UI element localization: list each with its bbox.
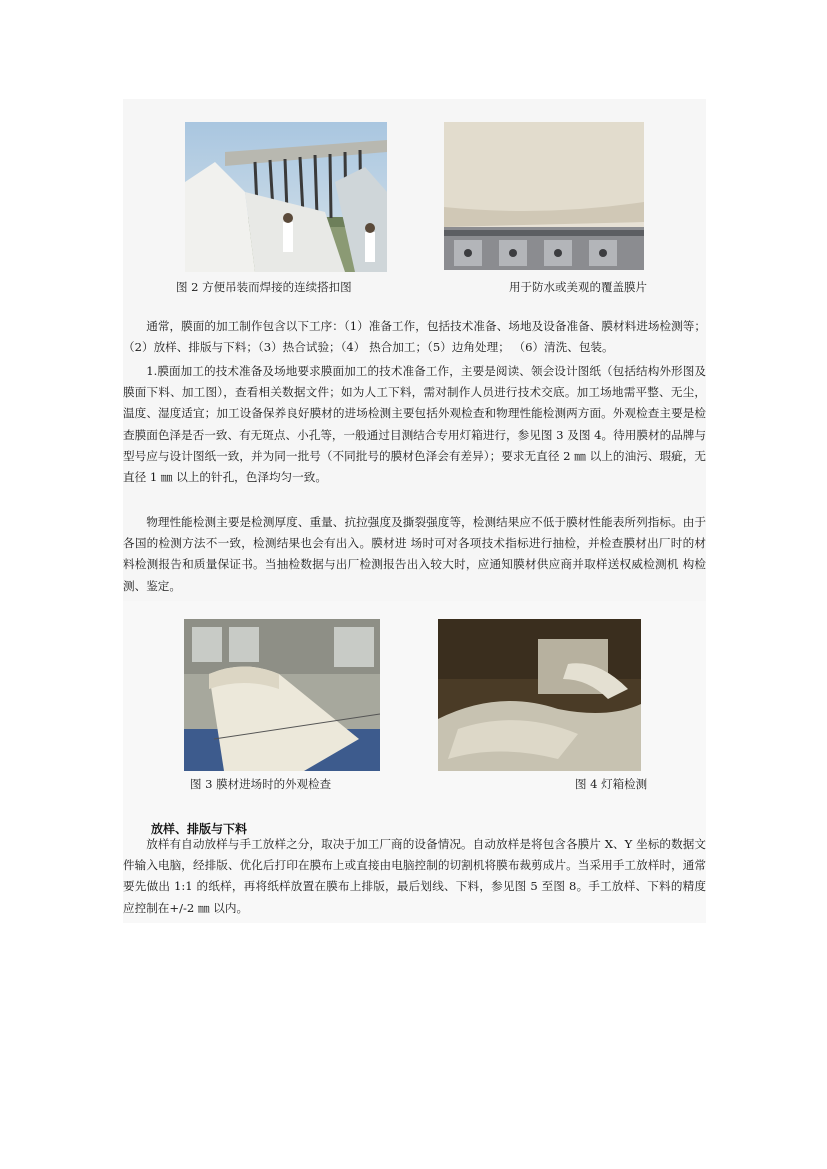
content-block-lower xyxy=(123,601,706,923)
figure-4-photo xyxy=(438,619,641,771)
paragraph-physical-testing: 物理性能检测主要是检测厚度、重量、抗拉强度及撕裂强度等，检测结果应不低于膜材性能表所列指标。由于各国的检测方法不一致，检测结果也会有出入。膜材进 场时可对各项技术指标进行抽检，并检查膜材出厂时的材料检测报告和质量保证书。当抽检数据与出厂检测报告出入较大时，应通知膜材供应商并取样送权威检测机 构检测、鉴定。 xyxy=(123,515,706,593)
content-block-upper xyxy=(123,99,706,601)
paragraph-layout-cutting: 放样有自动放样与手工放样之分，取决于加工厂商的设备情况。自动放样是将包含各膜片 X、Y 坐标的数据文件输入电脑，经排版、优化后打印在膜布上或直接由电脑控制的切割机将膜布裁剪成片。当采用手工放样时，通常要先做出 1:1 的纸样，再将纸样放置在膜布上排版，最后划线、下料，参见图 5 至图 8。手工放样、下料的精度应控制在+/-2 ㎜ 以内。 xyxy=(123,837,706,915)
figure-2-photo xyxy=(185,122,387,272)
figure-2-caption: 图 2 方便吊装而焊接的连续搭扣图 xyxy=(176,280,352,294)
covering-membrane-photo xyxy=(444,122,644,270)
figure-3-caption: 图 3 膜材进场时的外观检查 xyxy=(190,777,332,791)
paragraph-technical-preparation: 1.膜面加工的技术准备及场地要求膜面加工的技术准备工作，主要是阅读、领会设计图纸（包括结构外形图及膜面下料、加工图），查看相关数据文件；如为人工下料，需对制作人员进行技术交底。加工场地需平整、无尘，温度、湿度适宜；加工设备保养良好膜材的进场检测主要包括外观检查和物理性能检测两方面。外观检查主要是检查膜面色泽是否一致、有无斑点、小孔等，一般通过目测结合专用灯箱进行，参见图 3 及图 4。待用膜材的品牌与型号应与设计图纸一致，并为同一批号（不同批号的膜材色泽会有差异）；要求无直径 2 ㎜ 以上的油污、瑕疵，无直径 1 ㎜ 以上的针孔，色泽均匀一致。 xyxy=(123,364,706,485)
paragraph-process-steps: 通常，膜面的加工制作包含以下工序：（1）准备工作，包括技术准备、场地及设备准备、膜材料进场检测等；（2）放样、排版与下料；（3）热合试验；（4） 热合加工；（5）边角处理； （6）清洗、包装。 xyxy=(123,319,706,355)
figure-3-photo xyxy=(184,619,380,771)
covering-membrane-caption: 用于防水或美观的覆盖膜片 xyxy=(509,280,647,294)
section-heading: 放样、排版与下料 xyxy=(151,822,248,836)
figure-4-caption: 图 4 灯箱检测 xyxy=(575,777,648,791)
